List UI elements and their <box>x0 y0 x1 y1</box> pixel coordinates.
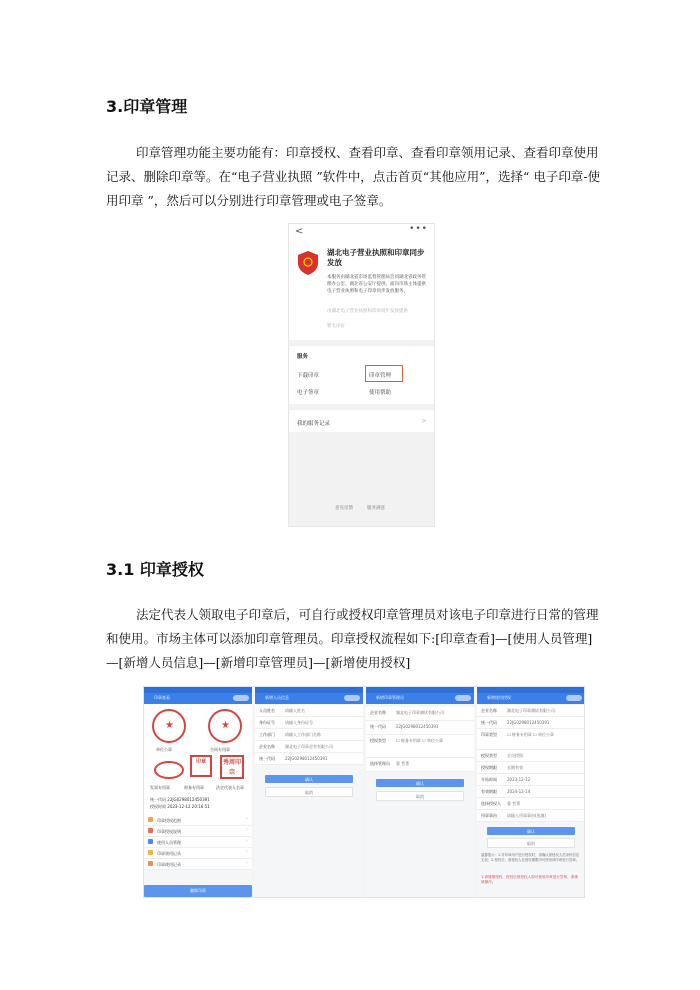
form-row <box>477 810 584 822</box>
form-row <box>477 798 584 810</box>
menu-icon <box>148 839 153 844</box>
field-label: 授权期限 <box>481 765 497 770</box>
back-icon: < <box>295 226 304 237</box>
feedback-link: 意见反馈 <box>335 506 353 511</box>
nav-title: 印章查看 <box>154 695 170 700</box>
button-label: 确认 <box>527 828 535 834</box>
more-icon: ••• <box>409 224 428 234</box>
field-value: ☐ 财务专用章 ☐ 单位公章 <box>396 738 443 743</box>
section-heading-seal-authorization: 3.1 印章授权 <box>106 560 204 579</box>
capsule-icon <box>566 695 582 701</box>
empty-area <box>289 432 434 526</box>
form-row <box>477 774 584 786</box>
menu-icon <box>148 828 153 833</box>
capsule-icon <box>344 695 360 701</box>
satisfaction-link: 服务满意 <box>367 506 385 511</box>
legal-rep-seal: 秀周印宗 <box>220 755 244 779</box>
seal-caption: 合同专用章 <box>210 747 230 752</box>
chevron-right-icon: › <box>246 838 248 844</box>
help-item: 使用帮助 <box>369 390 392 396</box>
nav-bar <box>144 693 252 704</box>
form-row <box>255 741 363 753</box>
menu-label: 印章授权范围 <box>157 817 181 823</box>
panel-seal-view <box>144 687 252 897</box>
panel-add-person <box>255 687 363 897</box>
field-label: 印章类型 <box>481 732 497 737</box>
field-label: 有效期限 <box>481 789 497 794</box>
invoice-seal <box>154 761 184 779</box>
nav-title: 新增使用授权 <box>487 695 511 700</box>
highlight-box <box>365 365 403 382</box>
section-paragraph-seal-authorization: 法定代表人领取电子印章后，可自行或授权印章管理员对该电子印章进行日常的管理和使用。市场主体可以添加印章管理员。印章授权流程如下:[印章查看]—[使用人员管理]—[新增人员信息]—[新增印章管理员]—[新增使用授权] <box>106 607 599 670</box>
notes-text: 温馨提示：1.对印章用户进行授权时，请确认被授权人员身份信息无误；2.授权后，被授权人在授权期限内可使用该印章进行签章。 <box>481 853 580 862</box>
download-seal-item: 下载印章 <box>297 373 320 379</box>
menu-item <box>144 815 252 826</box>
field-label: 用章事由 <box>481 813 497 818</box>
form-row <box>477 786 584 798</box>
field-label: 企业名称 <box>259 744 275 749</box>
info-line: 统一代码 22JG0298012450391 <box>150 797 210 802</box>
service-description: 本服务由湖北省市场监督管理局会同湖北省政务管理办公室、湖北省公安厅提供。面向市场主体提供电子营业执照和电子印章同步发放服务。 <box>327 275 426 294</box>
warning-text: 1.请谨慎授权，授权后被授权人即可使用印章进行签章，请谨慎操作。 <box>481 875 578 884</box>
field-value: 22JG0298012450391 <box>285 756 328 761</box>
finance-seal: 印章 <box>190 755 212 777</box>
menu-label: 印章领用记录 <box>157 850 181 856</box>
confirm-button <box>265 775 353 783</box>
confirm-button <box>376 779 464 787</box>
menu-label: 印章授权说明 <box>157 828 181 834</box>
form-row <box>366 721 474 735</box>
menu-label: 使用人员管理 <box>157 839 181 845</box>
cancel-button <box>265 787 353 797</box>
chevron-right-icon: > <box>421 417 427 425</box>
divider <box>289 404 434 410</box>
divider <box>289 340 434 346</box>
seal-management-item: 印章管理 <box>369 373 392 379</box>
panel-add-authorization <box>477 687 584 897</box>
menu-icon <box>148 850 153 855</box>
field-value: 湖北电子印章测试有限公司 <box>396 710 444 715</box>
field-value: 请输入身份证号 <box>285 720 313 725</box>
field-label: 统一代码 <box>370 724 386 729</box>
button-label: 取消 <box>305 789 313 795</box>
e-sign-item: 电子签章 <box>297 390 320 396</box>
nav-bar <box>366 693 474 704</box>
menu-item <box>144 848 252 859</box>
seal-service-screenshot <box>289 224 434 526</box>
form-row <box>477 750 584 762</box>
form-row <box>477 762 584 774</box>
seal-caption: 法定代表人名章 <box>216 785 244 790</box>
service-title: 湖北电子营业执照和印章同步发放 <box>327 248 425 267</box>
button-label: 确认 <box>416 780 424 786</box>
field-label: 身份证号 <box>259 720 275 725</box>
menu-item <box>144 859 252 870</box>
field-label: 开始时间 <box>481 777 497 782</box>
field-value: 曹 哲菁 <box>507 801 521 806</box>
section-heading-seal-management: 3.印章管理 <box>106 97 188 116</box>
field-label: 选择授权人 <box>481 801 501 806</box>
menu-icon <box>148 817 153 822</box>
field-label: 人员姓名 <box>259 708 275 713</box>
chevron-right-icon: › <box>246 827 248 833</box>
confirm-button <box>487 827 575 835</box>
info-line: 授权时间 2023-12-12 20:16:51 <box>150 804 210 809</box>
button-label: 取消 <box>527 840 535 846</box>
menu-icon <box>148 861 153 866</box>
field-value: 2023-12-12 <box>507 777 531 782</box>
unit-seal: ★ <box>152 709 186 743</box>
form-row <box>255 753 363 765</box>
services-heading: 服务 <box>297 354 309 360</box>
capsule-icon <box>455 695 471 701</box>
button-label: 确认 <box>305 776 313 782</box>
delete-seal-button <box>144 885 252 897</box>
menu-item <box>144 837 252 848</box>
menu-item <box>144 826 252 837</box>
field-value: 曹 哲菁 <box>396 761 410 766</box>
chevron-right-icon: › <box>246 849 248 855</box>
field-label: 统一代码 <box>259 756 275 761</box>
form-row <box>477 717 584 729</box>
authorization-flow-screenshots <box>144 687 584 897</box>
nav-bar <box>477 693 584 704</box>
seal-caption: 财务专用章 <box>184 785 204 790</box>
field-label: 企业名称 <box>481 708 497 713</box>
nav-title: 新增印章管理员 <box>376 695 404 700</box>
field-label: 授权类型 <box>481 753 497 758</box>
form-row <box>255 729 363 741</box>
contract-seal: ★ <box>208 709 242 743</box>
menu-label: 印章使用记录 <box>157 861 181 867</box>
capsule-icon <box>233 695 249 701</box>
cancel-button <box>487 838 575 848</box>
service-provider-note: 由湖北电子营业执照和印章同步发放提供 <box>327 309 408 314</box>
field-value: 全员授权 <box>507 753 523 758</box>
form-row <box>366 758 474 772</box>
field-value: 2024-12-14 <box>507 789 531 794</box>
form-row <box>366 707 474 721</box>
button-label: 删除印章 <box>190 888 206 893</box>
nav-bar <box>255 693 363 704</box>
service-records-item: 我的服务记录 <box>297 421 331 427</box>
chevron-right-icon: › <box>246 860 248 866</box>
button-label: 取消 <box>416 793 424 799</box>
field-label: 工作部门 <box>259 732 275 737</box>
cancel-button <box>376 791 464 801</box>
seal-caption: 发票专用章 <box>150 785 170 790</box>
field-value: 请输入工作部门名称 <box>285 732 321 737</box>
form-row <box>366 735 474 758</box>
field-label: 授权类型 <box>370 738 386 743</box>
panel-add-manager <box>366 687 474 897</box>
field-value: 湖北电子印章企业有限公司 <box>285 744 333 749</box>
field-value: 22JG0298012450391 <box>507 720 550 725</box>
field-value: 长期有效 <box>507 765 523 770</box>
form-row <box>255 705 363 717</box>
shield-emblem-icon <box>297 250 319 276</box>
form-row <box>477 729 584 750</box>
field-label: 企业名称 <box>370 710 386 715</box>
nav-title: 新增人员信息 <box>265 695 289 700</box>
field-value: ☐ 财务专用章 ☐ 单位公章 <box>507 732 554 737</box>
chevron-right-icon: › <box>246 816 248 822</box>
form-row <box>477 705 584 717</box>
field-value: 请输入姓名 <box>285 708 305 713</box>
rating-text: 暂无评价 <box>327 324 345 329</box>
field-value: 请输入用章事由(选填) <box>507 813 547 818</box>
section-paragraph-seal-management: 印章管理功能主要功能有：印章授权、查看印章、查看印章领用记录、查看印章使用记录、删除印章等。在“电子营业执照 ”软件中，点击首页“其他应用”，选择“ 电子印章-使用印章 ”，然后可以分别进行印章管理或电子签章。 <box>106 145 601 208</box>
seal-caption: 单位公章 <box>156 747 172 752</box>
field-label: 选择管理员 <box>370 761 390 766</box>
form-row <box>255 717 363 729</box>
field-value: 湖北电子印章测试有限公司 <box>507 708 555 713</box>
field-label: 统一代码 <box>481 720 497 725</box>
field-value: 22JG0298012450391 <box>396 724 439 729</box>
